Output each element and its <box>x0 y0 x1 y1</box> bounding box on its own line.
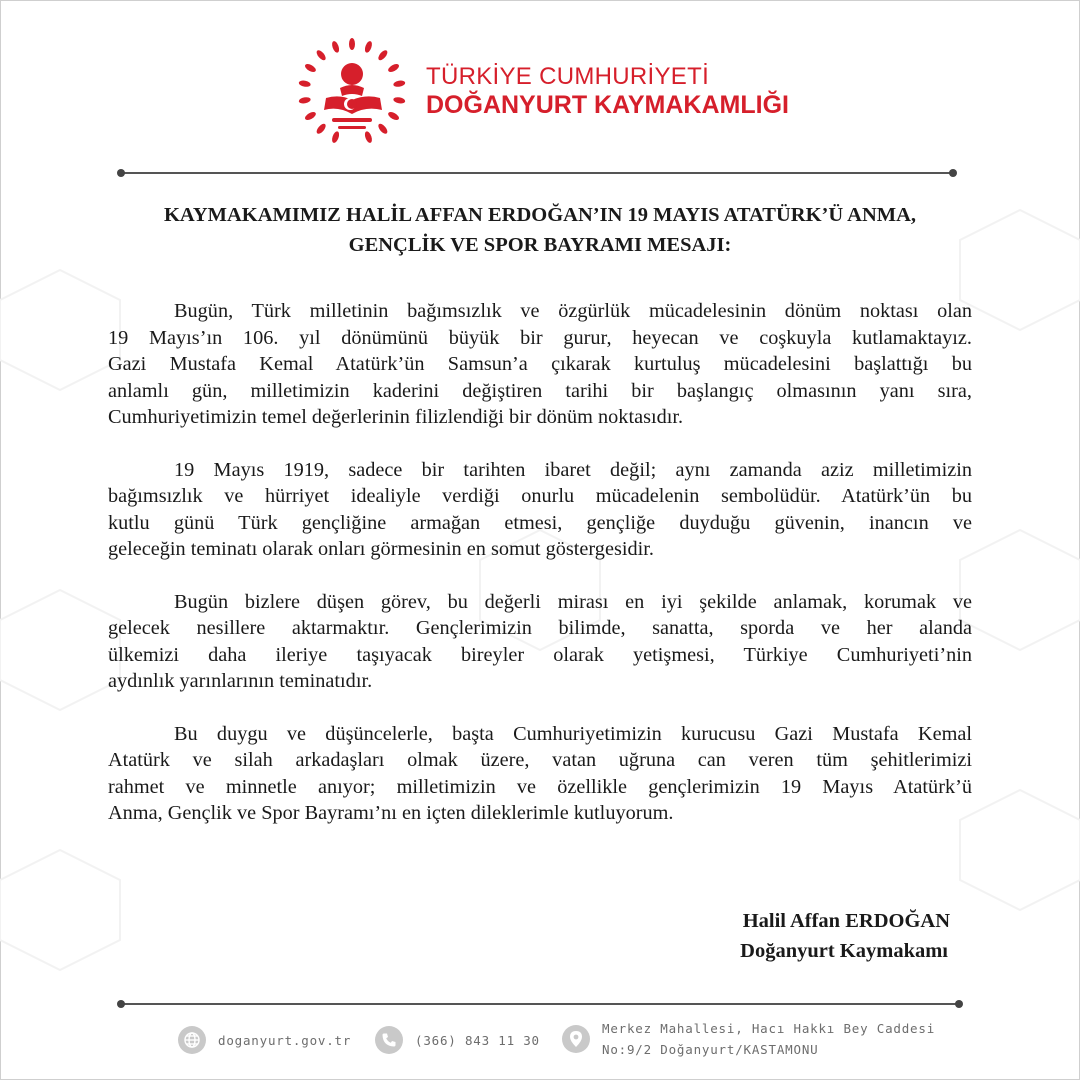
organization-name <box>426 64 789 120</box>
divider-dot <box>117 169 125 177</box>
paragraph-line: Anma, Gençlik ve Spor Bayramı’nı en içten dileklerimle kutluyorum. <box>108 802 674 824</box>
phone-text[interactable]: (366) 843 11 30 <box>415 1032 540 1048</box>
paragraph-line: Gazi Mustafa Kemal Atatürk’ün Samsun’a çıkarak kurtuluş mücadelesini başlattığı bu <box>108 353 972 375</box>
message-title <box>90 200 990 260</box>
paragraph-line: Cumhuriyetimizin temel değerlerinin filizlendiği bir dönüm noktasıdır. <box>108 406 684 428</box>
title-line1: KAYMAKAMIMIZ HALİL AFFAN ERDOĞAN’IN 19 MAYIS ATATÜRK’Ü ANMA, <box>163 204 917 226</box>
divider-dot <box>117 1000 125 1008</box>
paragraph <box>108 298 972 431</box>
paragraph-line: gelecek nesillere aktarmaktır. Gençlerimizin bilimde, sanatta, sporda ve her alanda <box>108 617 972 639</box>
state-seal-logo <box>296 36 408 148</box>
signatory-name: Halil Affan ERDOĞAN <box>742 910 950 932</box>
address-text <box>602 1018 935 1060</box>
title-line2: GENÇLİK VE SPOR BAYRAMI MESAJI: <box>348 234 732 256</box>
contact-footer <box>0 1018 1080 1062</box>
paragraph-line: 19 Mayıs 1919, sadece bir tarihten ibaret değil; aynı zamanda aziz milletimizin <box>174 458 972 481</box>
address-line2: No:9/2 Doğanyurt/KASTAMONU <box>602 1042 819 1057</box>
phone-contact[interactable] <box>375 1026 540 1054</box>
divider-dot <box>949 169 957 177</box>
paragraph-line: bağımsızlık ve hürriyet idealiyle verdiği onurlu mücadelenin sembolüdür. Atatürk’ün bu <box>108 485 972 507</box>
paragraph-line: 19 Mayıs’ın 106. yıl dönümünü büyük bir gurur, heyecan ve coşkuyla kutlamaktayız. <box>108 326 972 349</box>
message-body <box>108 298 972 853</box>
signature-block <box>740 906 950 966</box>
paragraph <box>108 457 972 563</box>
paragraph <box>108 721 972 827</box>
website-text[interactable]: doganyurt.gov.tr <box>218 1032 352 1048</box>
address-line1: Merkez Mahallesi, Hacı Hakkı Bey Caddesi <box>602 1021 936 1036</box>
paragraph-line: Bugün bizlere düşen görev, bu değerli mirası en iyi şekilde anlamak, korumak ve <box>174 590 972 613</box>
divider-dot <box>955 1000 963 1008</box>
org-line2: DOĞANYURT KAYMAKAMLIĞI <box>426 91 789 119</box>
top-divider <box>121 172 953 174</box>
paragraph <box>108 589 972 695</box>
paragraph-line: Bugün, Türk milletinin bağımsızlık ve özgürlük mücadelesinin dönüm noktası olan <box>174 300 972 322</box>
location-pin-icon <box>562 1025 590 1053</box>
paragraph-line: rahmet ve minnetle anıyor; milletimizin ve özellikle gençlerimizin 19 Mayıs Atatürk’ü <box>108 775 972 798</box>
paragraph-line: anlamlı gün, milletimizin kaderini değiştiren tarihi bir başlangıç olmasının yanı sıra, <box>108 379 972 402</box>
paragraph-line: Atatürk ve silah arkadaşları olmak üzere, vatan uğruna can veren tüm şehitlerimizi <box>108 749 972 771</box>
address-contact <box>562 1018 935 1060</box>
paragraph-line: geleceğin teminatı olarak onları görmesinin en somut göstergesidir. <box>108 538 654 560</box>
signatory-position: Doğanyurt Kaymakamı <box>740 940 948 962</box>
bottom-divider <box>121 1003 959 1005</box>
website-contact[interactable] <box>178 1026 351 1054</box>
paragraph-line: ülkemizi daha ileriye taşıyacak bireyler olarak yetişmesi, Türkiye Cumhuriyeti’nin <box>108 643 972 666</box>
phone-icon <box>375 1026 403 1054</box>
globe-icon <box>178 1026 206 1054</box>
paragraph-line: kutlu günü Türk gençliğine armağan etmesi, gençliğe duyduğu güvenin, inancın ve <box>108 511 972 534</box>
org-line1: TÜRKİYE CUMHURİYETİ <box>426 63 710 90</box>
paragraph-line: aydınlık yarınlarının teminatıdır. <box>108 670 373 692</box>
paragraph-line: Bu duygu ve düşüncelerle, başta Cumhuriyetimizin kurucusu Gazi Mustafa Kemal <box>174 722 972 745</box>
